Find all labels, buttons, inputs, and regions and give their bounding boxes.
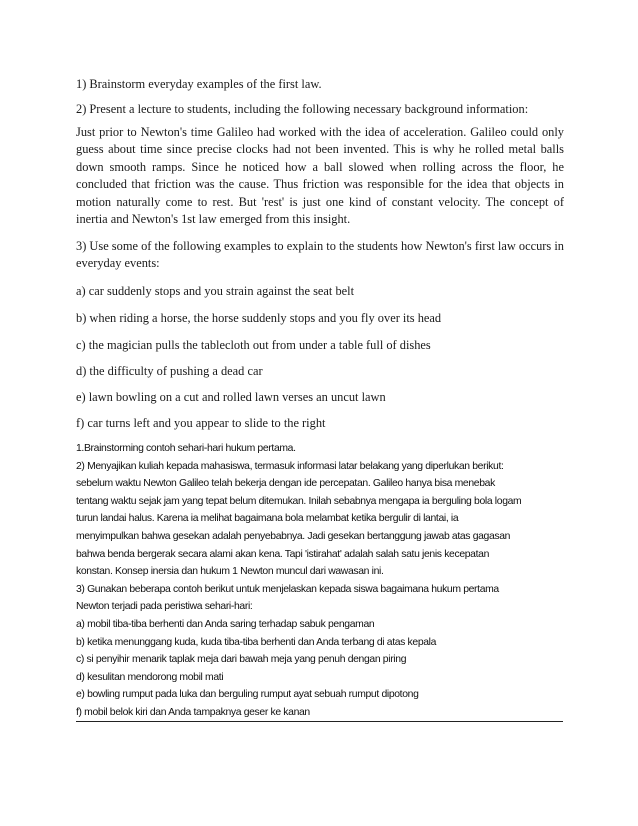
- indonesian-line: b) ketika menunggang kuda, kuda tiba-tiba berhenti dan Anda terbang di atas kepala: [76, 636, 437, 648]
- indonesian-line: e) bowling rumput pada luka dan berguling rumput ayat sebuah rumput dipotong: [76, 689, 419, 701]
- indonesian-line: bahwa benda bergerak secara alami akan kena. Tapi 'istirahat' adalah salah satu jenis kecepatan: [76, 548, 489, 560]
- indonesian-translation: [76, 440, 571, 722]
- english-step-3: 3) Use some of the following examples to explain to the students how Newton's first law occurs in everyday events:: [76, 239, 564, 271]
- indonesian-line: f) mobil belok kiri dan Anda tampaknya geser ke kanan: [76, 706, 310, 718]
- english-example-f: f) car turns left and you appear to slide to the right: [76, 416, 326, 430]
- indonesian-line: tentang waktu sejak jam yang tepat belum ditemukan. Inilah sebabnya mengapa ia berguling bola logam: [76, 495, 522, 507]
- indonesian-line: konstan. Konsep inersia dan hukum 1 Newton muncul dari wawasan ini.: [76, 566, 384, 578]
- indonesian-line: 1.Brainstorming contoh sehari-hari hukum pertama.: [76, 443, 296, 454]
- indonesian-line: sebelum waktu Newton Galileo telah bekerja dengan ide percepatan. Galileo hanya bisa menebak: [76, 478, 495, 490]
- indonesian-line: 2) Menyajikan kuliah kepada mahasiswa, termasuk informasi latar belakang yang diperlukan berikut:: [76, 460, 504, 472]
- english-example-e: e) lawn bowling on a cut and rolled lawn verses an uncut lawn: [76, 390, 386, 404]
- english-example-c: c) the magician pulls the tablecloth out from under a table full of dishes: [76, 338, 431, 352]
- english-step-2: 2) Present a lecture to students, including the following necessary background information:: [76, 102, 529, 116]
- indonesian-line: d) kesulitan mendorong mobil mati: [76, 671, 224, 683]
- horizontal-divider: [76, 721, 563, 722]
- english-example-b: b) when riding a horse, the horse suddenly stops and you fly over its head: [76, 311, 442, 325]
- indonesian-line: turun landai halus. Karena ia melihat bagaimana bola melambat ketika bergulir di lantai, ia: [76, 513, 459, 525]
- english-step-1: 1) Brainstorm everyday examples of the first law.: [76, 77, 322, 91]
- indonesian-line: menyimpulkan bahwa gesekan adalah penyebabnya. Jadi gesekan bertanggung jawab atas gagasan: [76, 530, 511, 542]
- english-example-a: a) car suddenly stops and you strain against the seat belt: [76, 284, 355, 298]
- indonesian-line: c) si penyihir menarik taplak meja dari bawah meja yang penuh dengan piring: [76, 654, 407, 666]
- indonesian-line: Newton terjadi pada peristiwa sehari-hari:: [76, 601, 253, 613]
- english-example-d: d) the difficulty of pushing a dead car: [76, 364, 263, 378]
- indonesian-line: a) mobil tiba-tiba berhenti dan Anda saring terhadap sabuk pengaman: [76, 618, 375, 630]
- indonesian-line: 3) Gunakan beberapa contoh berikut untuk menjelaskan kepada siswa bagaimana hukum pertama: [76, 583, 499, 595]
- english-background-paragraph: Just prior to Newton's time Galileo had worked with the idea of acceleration. Galileo could only guess about time since precise clocks had not been invented. This is why he rolled metal balls down smooth ramps. Since he noticed how a ball slowed when rolling across the floor, he concluded that friction was the cause. Thus friction was responsible for the idea that objects in motion naturally come to rest. But 'rest' is just one kind of constant velocity. The concept of inertia and Newton's 1st law emerged from this insight.: [76, 125, 564, 227]
